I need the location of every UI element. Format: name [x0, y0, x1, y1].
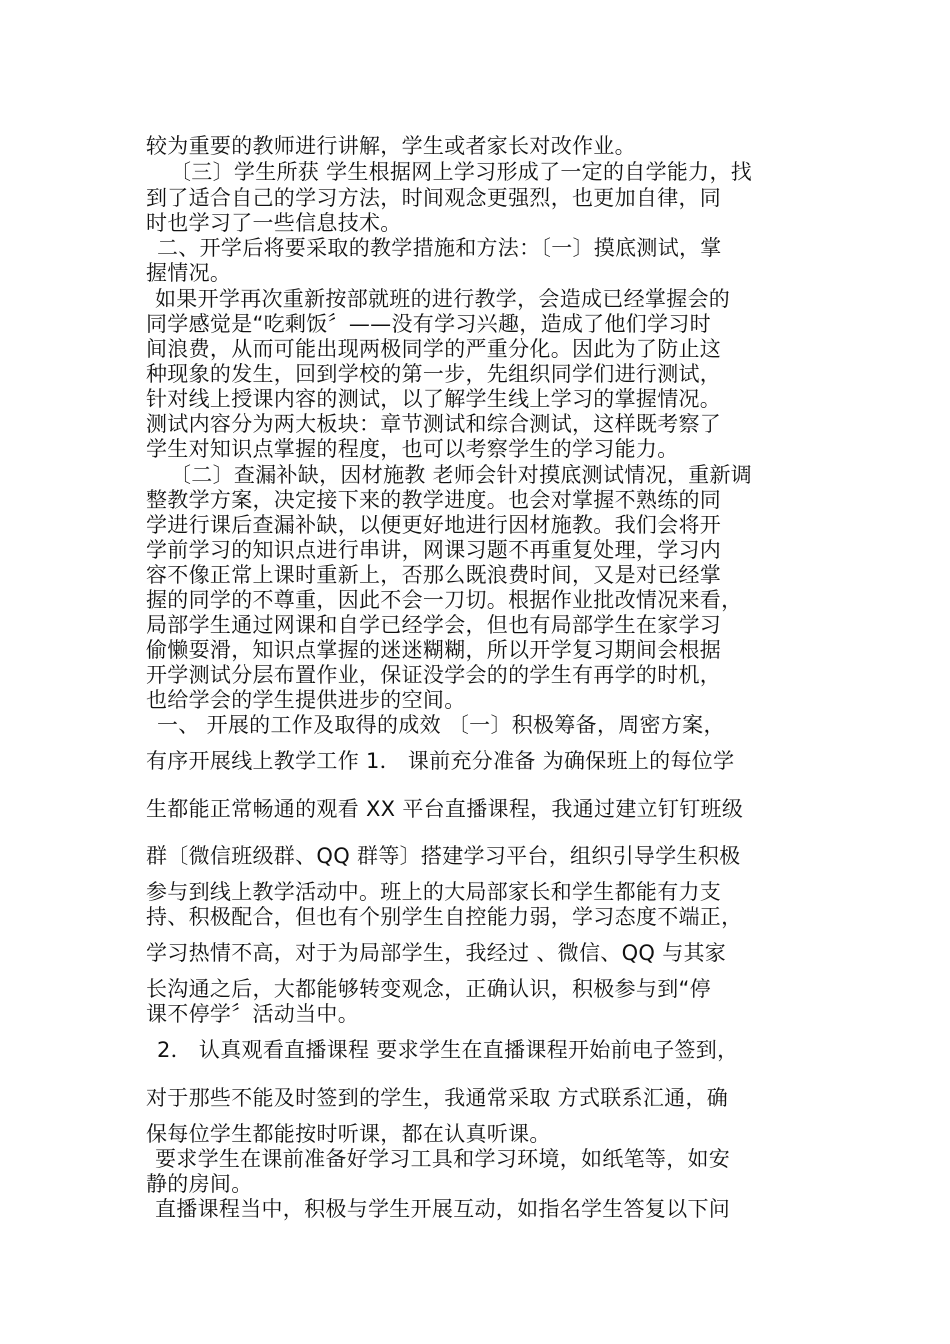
- text-line: 容不像正常上课时重新上，否那么既浪费时间，又是对已经掌: [146, 563, 722, 587]
- text-line: 学进行课后查漏补缺，以便更好地进行因材施教。我们会将开: [146, 513, 722, 537]
- text-line: 课不停学〞活动当中。: [146, 1002, 359, 1026]
- text-line: 学生对知识点掌握的程度，也可以考察学生的学习能力。: [146, 437, 679, 461]
- text-line: 间浪费，从而可能出现两极同学的严重分化。因此为了防止这: [146, 337, 722, 361]
- text-line: 〔二〕查漏补缺，因材施教 老师会针对摸底测试情况，重新调: [170, 463, 753, 487]
- text-line: 学前学习的知识点进行串讲，网课习题不再重复处理，学习内: [146, 538, 722, 562]
- text-line: 要求学生在课前准备好学习工具和学习环境，如纸笔等，如安: [155, 1147, 731, 1171]
- text-line: 长沟通之后，大都能够转变观念，正确认识，积极参与到“停: [146, 977, 711, 1001]
- text-line: 握情况。: [146, 261, 232, 285]
- text-line: 开学测试分层布置作业，保证没学会的的学生有再学的时机，: [146, 663, 722, 687]
- text-line: 测试内容分为两大板块：章节测试和综合测试，这样既考察了: [146, 412, 722, 436]
- text-line: 持、积极配合，但也有个别学生自控能力弱，学习态度不端正，: [146, 905, 743, 929]
- text-line: 到了适合自己的学习方法，时间观念更强烈，也更加自律，同: [146, 186, 722, 210]
- text-line: 直播课程当中，积极与学生开展互动，如指名学生答复以下问: [155, 1197, 731, 1221]
- text-line: 种现象的发生，回到学校的第一步，先组织同学们进行测试，: [146, 362, 722, 386]
- text-line: 一、 开展的工作及取得的成效 〔一〕积极筹备，周密方案，: [157, 713, 725, 737]
- text-line: 也给学会的学生提供进步的空间。: [146, 688, 466, 712]
- text-line: 群〔微信班级群、QQ 群等〕搭建学习平台，组织引导学生积极: [146, 844, 741, 868]
- text-line: 学习热情不高，对于为局部学生，我经过 、微信、QQ 与其家: [146, 941, 727, 965]
- text-line: 生都能正常畅通的观看 XX 平台直播课程，我通过建立钉钉班级: [146, 797, 744, 821]
- text-line: 对于那些不能及时签到的学生，我通常采取 方式联系汇通，确: [146, 1086, 729, 1110]
- text-line: 握的同学的不尊重，因此不会一刀切。根据作业批改情况来看，: [146, 588, 743, 612]
- text-line: 针对线上授课内容的测试，以了解学生线上学习的掌握情况。: [146, 387, 722, 411]
- text-line: 2． 认真观看直播课程 要求学生在直播课程开始前电子签到，: [157, 1038, 739, 1062]
- text-line: 参与到线上教学活动中。班上的大局部家长和学生都能有力支: [146, 880, 722, 904]
- text-line: 有序开展线上教学工作 1． 课前充分准备 为确保班上的每位学: [146, 749, 735, 773]
- text-line: 整教学方案，决定接下来的教学进度。也会对掌握不熟练的同: [146, 488, 722, 512]
- text-line: 较为重要的教师进行讲解，学生或者家长对改作业。: [146, 134, 636, 158]
- text-line: 静的房间。: [146, 1172, 253, 1196]
- text-line: 局部学生通过网课和自学已经学会，但也有局部学生在家学习: [146, 613, 722, 637]
- text-line: 如果开学再次重新按部就班的进行教学，会造成已经掌握会的: [155, 287, 731, 311]
- text-line: 时也学习了一些信息技术。: [146, 211, 402, 235]
- text-line: 偷懒耍滑，知识点掌握的迷迷糊糊，所以开学复习期间会根据: [146, 638, 722, 662]
- text-line: 〔三〕学生所获 学生根据网上学习形成了一定的自学能力，找: [170, 160, 753, 184]
- text-line: 同学感觉是“吃剩饭〞——没有学习兴趣，造成了他们学习时: [146, 312, 711, 336]
- text-line: 保每位学生都能按时听课，都在认真听课。: [146, 1122, 551, 1146]
- text-line: 二、开学后将要采取的教学措施和方法：〔一〕摸底测试，掌: [157, 236, 722, 260]
